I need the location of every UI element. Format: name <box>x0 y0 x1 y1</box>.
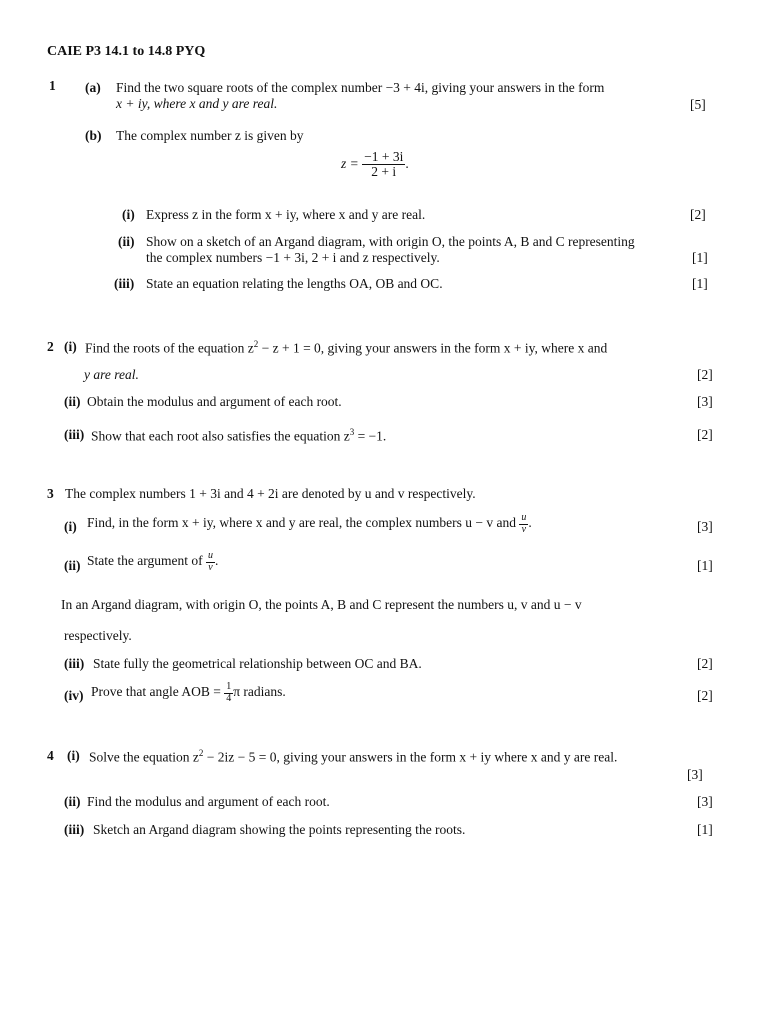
q2-ii-label: (ii) <box>64 394 81 409</box>
question-1-number: 1 <box>49 78 56 93</box>
q3-ii-end: . <box>214 553 219 569</box>
q3-iii-label: (iii) <box>64 656 85 671</box>
q4-ii-marks: [3] <box>697 794 713 809</box>
q3-iv-fraction <box>224 682 233 704</box>
q2-iii-text-b: = −1. <box>354 428 387 444</box>
q1-equation <box>341 150 409 179</box>
q1-b-i-marks: [2] <box>690 207 706 222</box>
q1-b-iii-marks: [1] <box>692 276 708 291</box>
q3-ii-text-main: State the argument of <box>87 553 203 569</box>
q1-part-a-text-line2: x + iy, where x and y are real. <box>116 96 278 111</box>
q3-iv-marks: [2] <box>697 688 713 703</box>
q1-eq-denominator: 2 + i <box>371 164 397 180</box>
q1-part-a-text-line1: Find the two square roots of the complex number −3 + 4i, giving your answers in the form <box>116 80 605 95</box>
q3-ii-label: (ii) <box>64 558 81 573</box>
question-3-number: 3 <box>47 486 54 501</box>
q1-b-ii-text-line2: the complex numbers −1 + 3i, 2 + i and z respectively. <box>146 250 440 265</box>
q3-iii-text: State fully the geometrical relationship between OC and BA. <box>93 656 422 671</box>
q1-eq-lhs: z = <box>341 155 359 171</box>
q4-iii-label: (iii) <box>64 822 85 837</box>
q4-i-sup: 2 <box>198 748 204 758</box>
q1-b-ii-label: (ii) <box>118 234 135 249</box>
q2-i-text <box>85 339 607 357</box>
q2-i-sup: 2 <box>253 339 259 349</box>
q1-b-i-text: Express z in the form x + iy, where x and y are real. <box>146 207 426 222</box>
q3-i-end: . <box>528 515 532 531</box>
q3-iii-marks: [2] <box>697 656 713 671</box>
q2-i-text-line2: y are real. <box>84 367 139 382</box>
q4-i-text-b: − 2iz − 5 = 0, giving your answers in the form x + iy where x and y are real. <box>203 749 618 765</box>
q1-b-iii-label: (iii) <box>114 276 135 291</box>
q2-ii-text: Obtain the modulus and argument of each root. <box>87 394 342 409</box>
q1-eq-numerator: −1 + 3i <box>364 149 404 164</box>
q2-i-text-a: Find the roots of the equation z <box>85 340 254 356</box>
q1-b-ii-text-line1: Show on a sketch of an Argand diagram, with origin O, the points A, B and C representing <box>146 234 635 249</box>
q2-iii-marks: [2] <box>697 427 713 442</box>
q4-iii-marks: [1] <box>697 822 713 837</box>
q3-i-label: (i) <box>64 519 77 534</box>
q1-part-a-label: (a) <box>85 80 101 95</box>
q1-part-b-label: (b) <box>85 128 102 143</box>
q3-iv-frac-den: 4 <box>226 692 232 704</box>
q2-iii-text-a: Show that each root also satisfies the equation z <box>91 428 350 444</box>
q1-eq-fraction <box>362 150 405 179</box>
q2-i-marks: [2] <box>697 367 713 382</box>
q1-b-ii-marks: [1] <box>692 250 708 265</box>
question-4-number: 4 <box>47 748 54 763</box>
q3-iv-text <box>91 682 286 704</box>
q3-iv-text-a: Prove that angle AOB = <box>91 684 221 700</box>
q3-intro: The complex numbers 1 + 3i and 4 + 2i are denoted by u and v respectively. <box>65 486 476 501</box>
q3-paragraph-line1: In an Argand diagram, with origin O, the points A, B and C represent the numbers u, v and u − v <box>61 597 582 612</box>
q1-b-iii-text: State an equation relating the lengths OA, OB and OC. <box>146 276 443 291</box>
q3-i-frac-den: v <box>521 523 527 535</box>
q2-i-label: (i) <box>64 339 77 354</box>
q3-iv-text-b: π radians. <box>233 684 286 700</box>
q1-eq-end: . <box>405 155 409 171</box>
q1-part-a-marks: [5] <box>690 97 706 112</box>
q3-iv-frac-num: 1 <box>226 681 232 692</box>
q3-ii-text <box>87 551 218 573</box>
q3-ii-fraction <box>206 551 215 573</box>
q3-iv-label: (iv) <box>64 688 84 703</box>
q1-part-b-text: The complex number z is given by <box>116 128 304 143</box>
q4-i-label: (i) <box>67 748 80 763</box>
q1-b-i-label: (i) <box>122 207 135 222</box>
q3-i-text <box>87 513 532 535</box>
q2-iii-label: (iii) <box>64 427 85 442</box>
q4-ii-text: Find the modulus and argument of each root. <box>87 794 330 809</box>
q3-ii-frac-num: u <box>207 550 213 561</box>
q3-i-marks: [3] <box>697 519 713 534</box>
q4-iii-text: Sketch an Argand diagram showing the points representing the roots. <box>93 822 466 837</box>
q3-paragraph-line2: respectively. <box>64 628 132 643</box>
q2-ii-marks: [3] <box>697 394 713 409</box>
q4-i-marks: [3] <box>687 767 703 782</box>
q3-ii-frac-den: v <box>208 561 213 573</box>
q3-i-text-main: Find, in the form x + iy, where x and y are real, the complex numbers u − v and <box>87 515 516 531</box>
q4-ii-label: (ii) <box>64 794 81 809</box>
q2-iii-sup: 3 <box>349 427 355 437</box>
page-title: CAIE P3 14.1 to 14.8 PYQ <box>47 44 206 59</box>
q3-i-frac-num: u <box>521 512 527 523</box>
q4-i-text <box>89 748 617 766</box>
q2-iii-text <box>91 427 386 445</box>
q2-i-text-b: − z + 1 = 0, giving your answers in the form x + iy, where x and <box>258 340 608 356</box>
q4-i-text-a: Solve the equation z <box>89 749 199 765</box>
question-2-number: 2 <box>47 339 54 354</box>
q3-ii-marks: [1] <box>697 558 713 573</box>
